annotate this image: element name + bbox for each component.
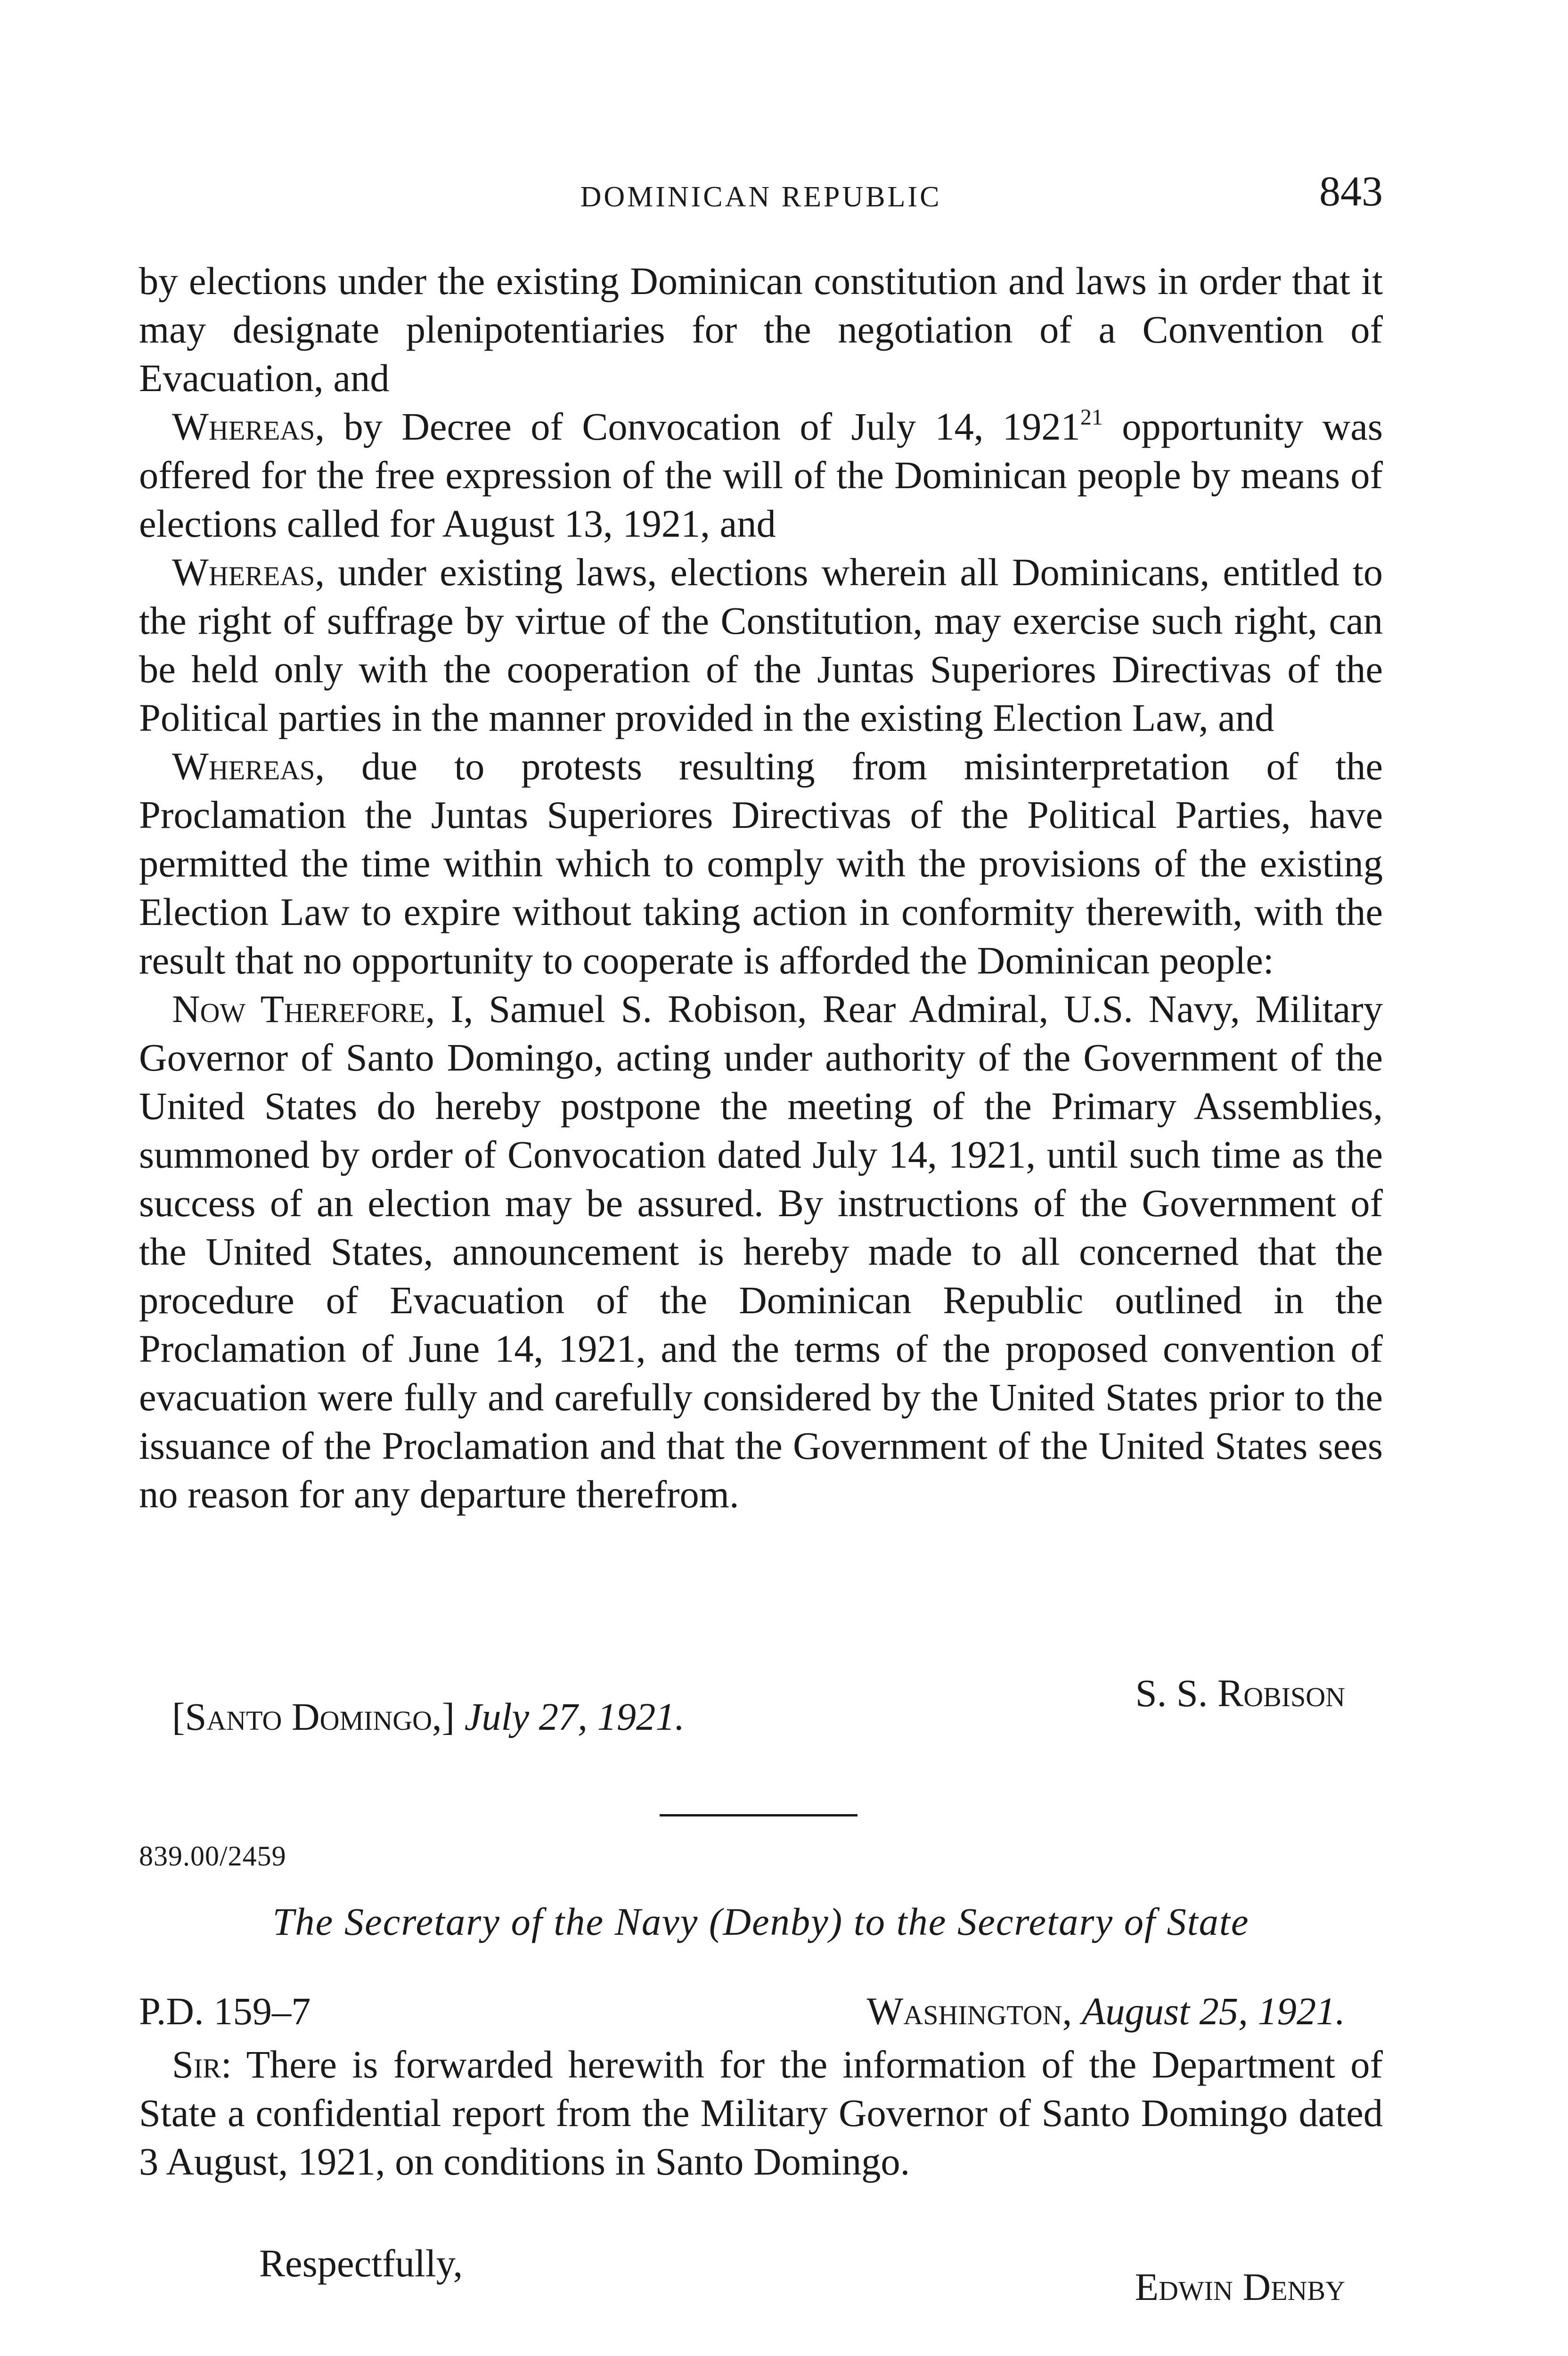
section-divider: [660, 1814, 858, 1816]
paragraph-2-text-a: , by Decree of Convocation of July 14, 1921: [315, 405, 1080, 448]
whereas-label: Whereas: [172, 744, 315, 788]
paragraph-2: [139, 402, 1383, 548]
paragraph-4: [139, 742, 1383, 985]
closing-row: [139, 2241, 1383, 2308]
letter-text: : There is forwarded herewith for the information of the Department of State a confidential report from the Military Governor of Santo Domingo dated 3 August, 1921, on conditions in Santo Domingo.: [139, 2043, 1383, 2183]
now-therefore-label: Now Therefore: [172, 987, 425, 1031]
closing: Respectfully,: [259, 2241, 463, 2285]
dateline: [172, 1694, 685, 1739]
paragraph-5: [139, 985, 1383, 1519]
dateline-place: [Santo Domingo,]: [172, 1695, 455, 1738]
salutation: Sir: [172, 2043, 221, 2086]
page-number: 843: [1319, 168, 1383, 215]
document-heading: The Secretary of the Navy (Denby) to the Secretary of State: [272, 1900, 1250, 1943]
place-date: [866, 1988, 1345, 2034]
footnote-ref: 21: [1080, 405, 1103, 430]
letter-date: August 25, 1921.: [1081, 1989, 1345, 2033]
paragraph-5-text: , I, Samuel S. Robison, Rear Admiral, U.S. Navy, Military Governor of Santo Domingo, acting under authority of the Government of the United States do hereby postpone the meeting of the Primary Assemblies, summoned by order of Convocation dated July 14, 1921, until such time as the success of an election may be assured. By instructions of the Government of the United States, announcement is hereby made to all concerned that the procedure of Evacuation of the Dominican Republic outlined in the Proclamation of June 14, 1921, and the terms of the proposed convention of evacuation were fully and carefully considered by the United States prior to the issuance of the Proclamation and that the Government of the United States sees no reason for any departure therefrom.: [139, 987, 1383, 1516]
paragraph-3-text: , under existing laws, elections wherein all Dominicans, entitled to the right of suffrage by virtue of the Constitution, may exercise such right, can be held only with the cooperation of the Juntas Superiores Directivas of the Political parties in the manner provided in the existing Election Law, and: [139, 550, 1383, 739]
signature-denby: Edwin Denby: [1135, 2265, 1345, 2308]
paragraph-4-text: , due to protests resulting from misinterpretation of the Proclamation the Juntas Superiores Directivas of the Political Parties, have permitted the time within which to comply with the provisions of the existing Election Law to expire without taking action in conformity therewith, with the result that no opportunity to cooperate is afforded the Dominican people:: [139, 744, 1383, 982]
dateline-row: [139, 1670, 1383, 1741]
paragraph-2-text-b: opportunity was offered for the free expression of the will of the Dominican people by means of elections called for August 13, 1921, and: [139, 405, 1383, 545]
file-number: 839.00/2459: [139, 1841, 286, 1872]
dateline-date: July 27, 1921.: [464, 1695, 685, 1738]
letter-place: Washington,: [866, 1989, 1072, 2033]
running-title: DOMINICAN REPUBLIC: [580, 181, 942, 213]
paragraph-1: by elections under the existing Dominican constitution and laws in order that it may designate plenipotentiaries for the negotiation of a Convention of Evacuation, and: [139, 259, 1383, 400]
paragraph-3: [139, 548, 1383, 742]
pd-row: [139, 1988, 1383, 2040]
letter-body: [139, 2040, 1383, 2186]
pd-number: P.D. 159–7: [139, 1989, 311, 2033]
whereas-label: Whereas: [172, 550, 315, 594]
letter-paragraph: [139, 2040, 1383, 2186]
running-head: [139, 167, 1383, 219]
proclamation-body: [139, 257, 1383, 1519]
whereas-label: Whereas: [172, 405, 315, 448]
signature-robison: S. S. Robison: [1135, 1671, 1345, 1715]
